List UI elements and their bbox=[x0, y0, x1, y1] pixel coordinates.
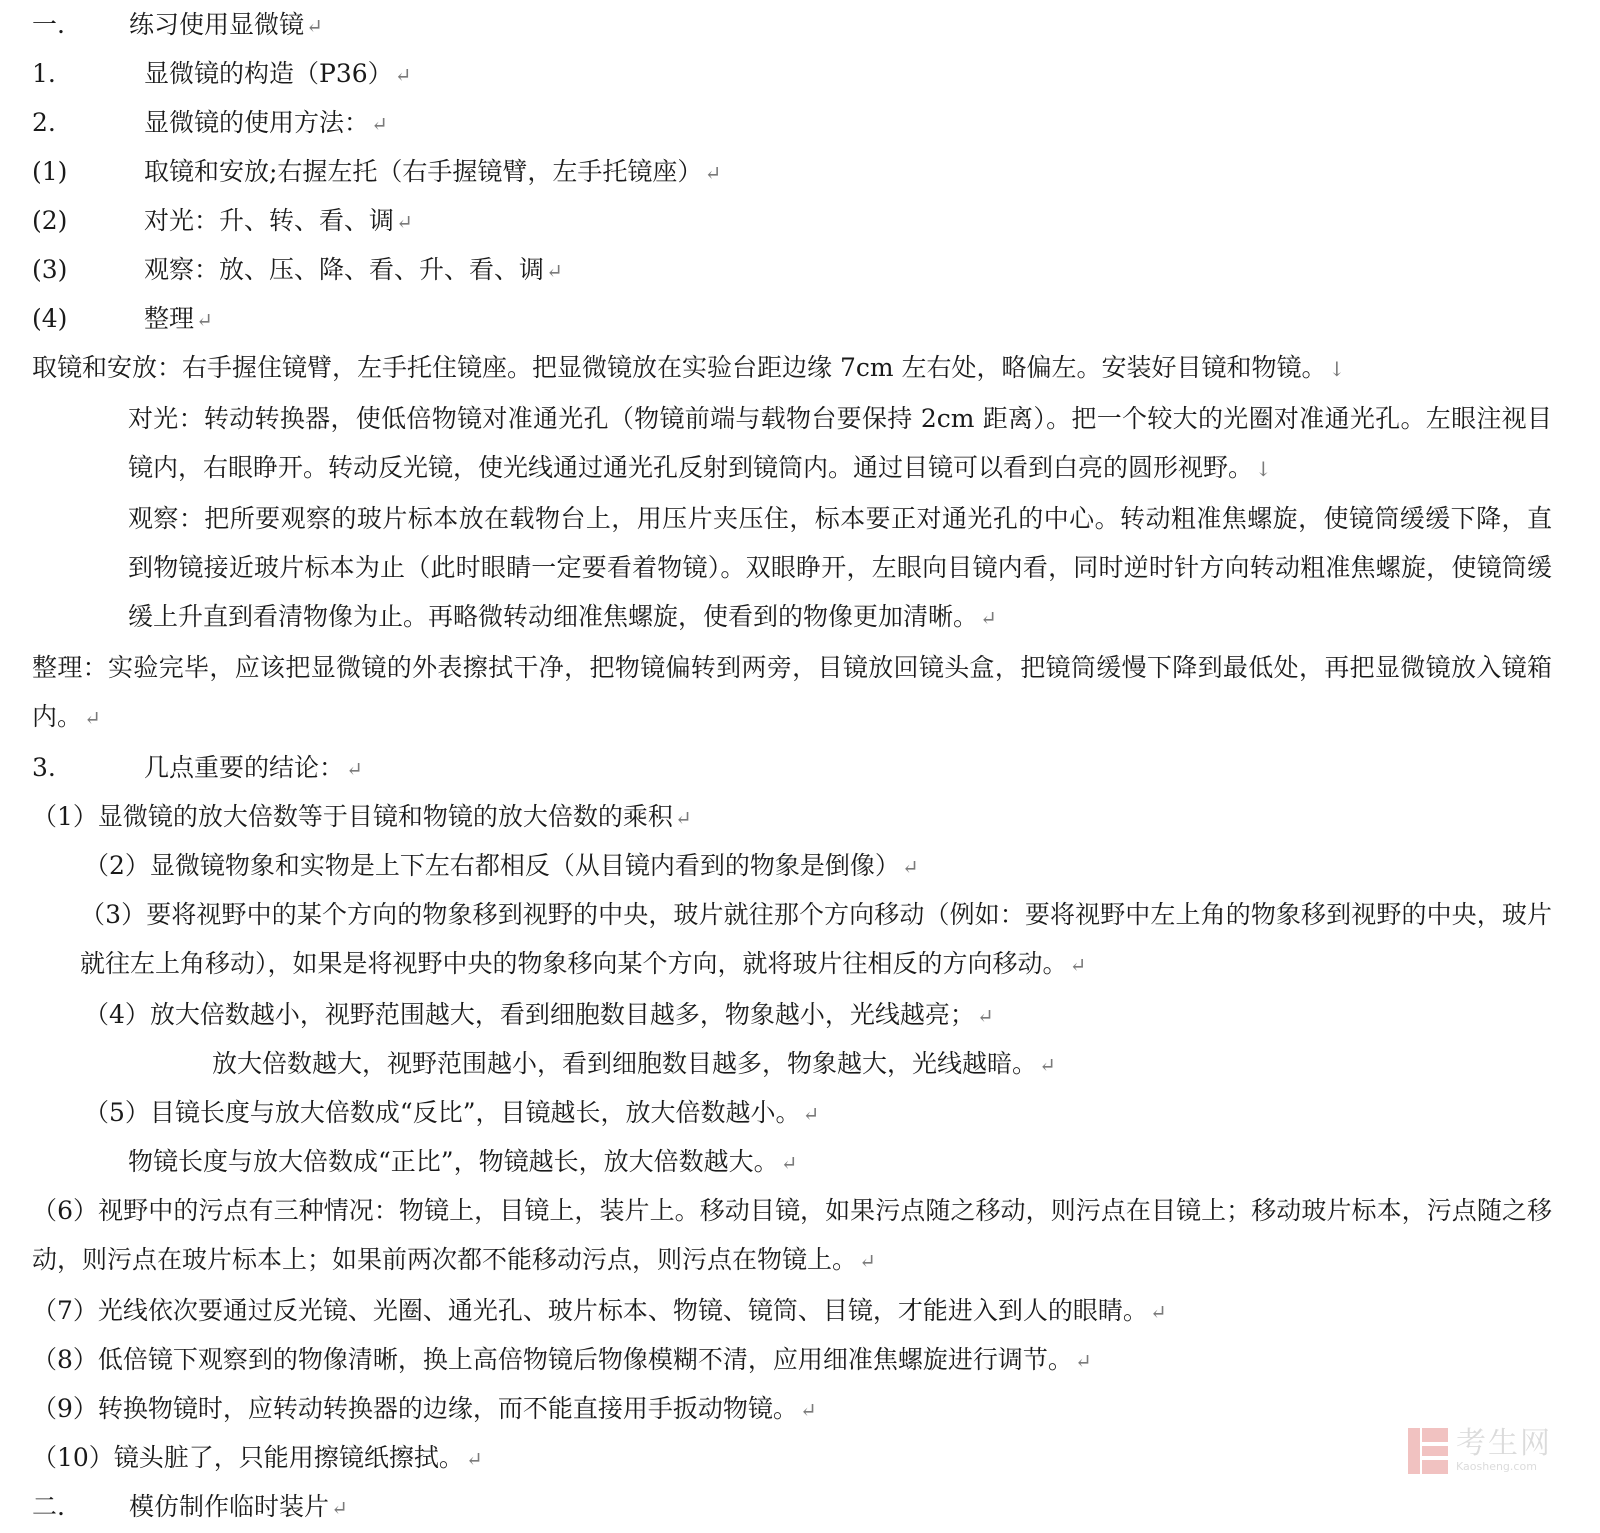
item-2: 2. 显微镜的使用方法： ↵ bbox=[32, 108, 388, 137]
item-1: 1. 显微镜的构造（P36） ↵ bbox=[32, 59, 412, 88]
paragraph-observe: 观察：把所要观察的玻片标本放在载物台上，用压片夹压住，标本要正对通光孔的中心。转动粗准焦螺旋，使镜筒缓缓下降，直到物镜接近玻片标本为止（此时眼睛一定要看着物镜）。双眼睁开，左眼向目镜内看，同时逆时针方向转动粗准焦螺旋，使镜筒缓缓上升直到看清物像为止。再略微转动细准焦螺旋，使看到的物像更加清晰。 ↵ bbox=[128, 504, 1552, 631]
paragraph-take-and-place: 取镜和安放：右手握住镜臂，左手托住镜座。把显微镜放在实验台距边缘 7cm 左右处，略偏左。安装好目镜和物镜。 ↓ bbox=[32, 353, 1346, 382]
conclusion-7: （7）光线依次要通过反光镜、光圈、通光孔、玻片标本、物镜、镜筒、目镜，才能进入到人的眼睛。 ↵ bbox=[32, 1296, 1167, 1325]
conclusion-2: （2）显微镜物象和实物是上下左右都相反（从目镜内看到的物象是倒像） ↵ bbox=[84, 851, 919, 880]
conclusion-5a: （5）目镜长度与放大倍数成“反比”，目镜越长，放大倍数越小。 ↵ bbox=[84, 1098, 820, 1127]
kaosheng-logo-icon bbox=[1408, 1428, 1448, 1474]
conclusion-5b: 物镜长度与放大倍数成“正比”，物镜越长，放大倍数越大。 ↵ bbox=[128, 1147, 798, 1176]
site-watermark bbox=[1408, 1428, 1552, 1474]
conclusion-4a: （4）放大倍数越小，视野范围越大，看到细胞数目越多，物象越小，光线越亮； ↵ bbox=[84, 1000, 994, 1029]
conclusion-10: （10）镜头脏了，只能用擦镜纸擦拭。 ↵ bbox=[32, 1443, 483, 1472]
conclusion-4b: 放大倍数越大，视野范围越小，看到细胞数目越多，物象越大，光线越暗。 ↵ bbox=[212, 1049, 1056, 1078]
conclusion-1: （1）显微镜的放大倍数等于目镜和物镜的放大倍数的乘积 ↵ bbox=[32, 802, 692, 831]
sub-item-3: (3) 观察：放、压、降、看、升、看、调 ↵ bbox=[32, 255, 563, 284]
conclusion-8: （8）低倍镜下观察到的物像清晰，换上高倍物镜后物像模糊不清，应用细准焦螺旋进行调节。 ↵ bbox=[32, 1345, 1092, 1374]
item-3: 3. 几点重要的结论： ↵ bbox=[32, 753, 363, 782]
sub-item-2: (2) 对光：升、转、看、调 ↵ bbox=[32, 206, 413, 235]
heading-two: 二. 模仿制作临时装片 ↵ bbox=[32, 1492, 348, 1521]
sub-item-4: (4) 整理 ↵ bbox=[32, 304, 213, 333]
conclusion-9: （9）转换物镜时，应转动转换器的边缘，而不能直接用手扳动物镜。 ↵ bbox=[32, 1394, 817, 1423]
conclusion-6: （6）视野中的污点有三种情况：物镜上，目镜上，装片上。移动目镜，如果污点随之移动，则污点在目镜上；移动玻片标本，污点随之移动，则污点在玻片标本上；如果前两次都不能移动污点，则污点在物镜上。 ↵ bbox=[32, 1196, 1552, 1274]
paragraph-tidy: 整理：实验完毕，应该把显微镜的外表擦拭干净，把物镜偏转到两旁，目镜放回镜头盒，把镜筒缓慢下降到最低处，再把显微镜放入镜箱内。 ↵ bbox=[32, 653, 1552, 731]
conclusion-3: （3）要将视野中的某个方向的物象移到视野的中央，玻片就往那个方向移动（例如：要将视野中左上角的物象移到视野的中央，玻片就往左上角移动），如果是将视野中央的物象移向某个方向，就将玻片往相反的方向移动。 ↵ bbox=[80, 900, 1552, 978]
document-body bbox=[32, 0, 1552, 1531]
heading-one: 一. 练习使用显微镜 ↵ bbox=[32, 10, 323, 39]
watermark-text: 考生网 Kaosheng.com bbox=[1456, 1426, 1552, 1473]
sub-item-1: (1) 取镜和安放;右握左托（右手握镜臂，左手托镜座） ↵ bbox=[32, 157, 722, 186]
paragraph-light-adjust: 对光：转动转换器，使低倍物镜对准通光孔（物镜前端与载物台要保持 2cm 距离）。把一个较大的光圈对准通光孔。左眼注视目镜内，右眼睁开。转动反光镜，使光线通过通光孔反射到镜筒内。通过目镜可以看到白亮的圆形视野。 ↓ bbox=[128, 404, 1552, 482]
